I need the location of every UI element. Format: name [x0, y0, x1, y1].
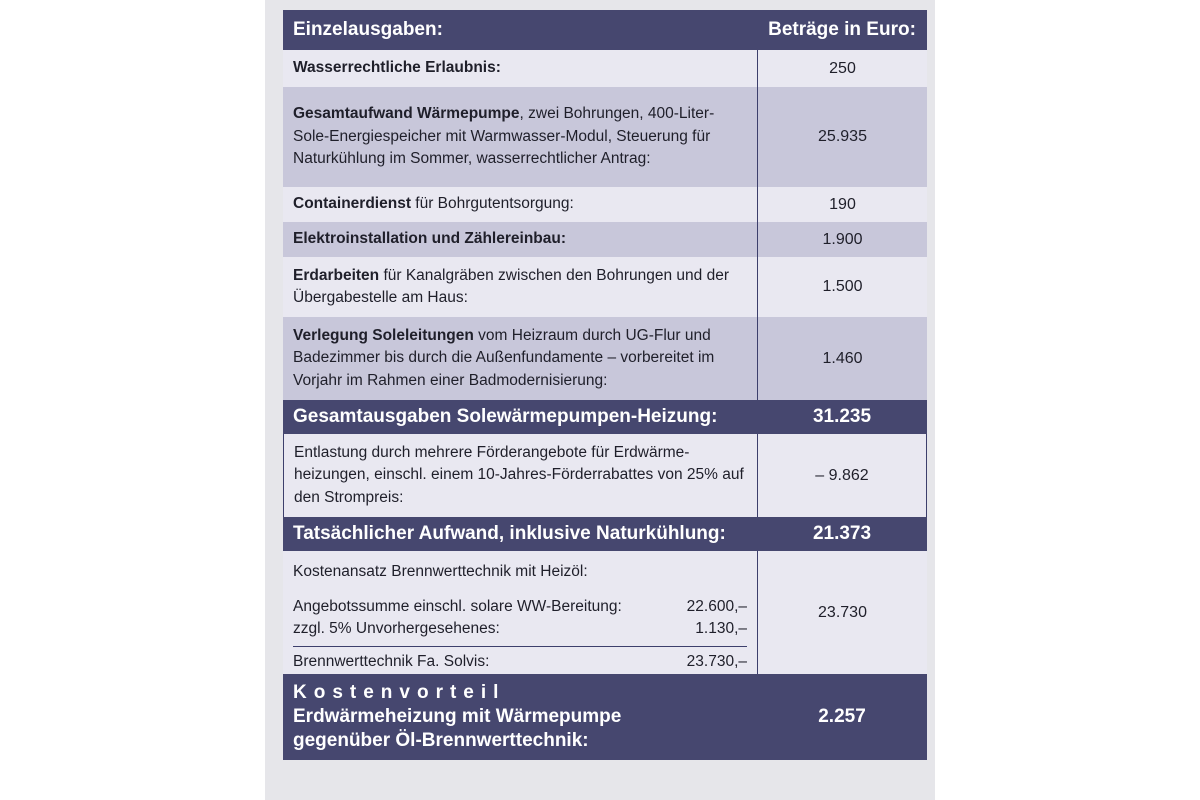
- row-bold-label: Erdarbeiten: [293, 266, 380, 284]
- oil-comparison-amount: 23.730: [757, 551, 927, 674]
- row-description: [283, 317, 757, 400]
- cost-advantage-amount: 2.257: [818, 706, 866, 727]
- table-row: [283, 257, 927, 317]
- cost-advantage-heading: Kostenvorteil: [293, 682, 506, 703]
- actual-cost-amount: 21.373: [812, 523, 872, 544]
- oil-sum-label: Brennwerttechnik Fa. Solvis:: [293, 652, 490, 670]
- cost-table: [283, 10, 927, 760]
- table-row: [283, 222, 927, 257]
- table-header: [283, 10, 927, 50]
- subsidy-description: Entlastung durch mehrere Förderangebote für Erdwärme-heizungen, einschl. einem 10-Jahres-Förderrabattes von 25% auf den Strompreis:: [283, 434, 757, 517]
- cost-advantage-line: Erdwärmeheizung mit Wärmepumpe: [293, 706, 622, 727]
- row-amount: 1.460: [757, 317, 927, 400]
- row-description: [283, 257, 757, 317]
- row-bold-label: Elektroinstallation und Zählereinbau:: [293, 230, 567, 248]
- row-text: für Kanalgräben zwischen den Bohrungen und der Übergabestelle am Haus:: [293, 266, 729, 306]
- oil-comparison-row: [283, 551, 927, 674]
- row-bold-label: Containerdienst: [293, 195, 411, 213]
- oil-comparison-details: [283, 551, 757, 674]
- row-description: [283, 50, 757, 87]
- total-expenses-row: [283, 400, 927, 434]
- table-row: [283, 50, 927, 87]
- subsidy-amount: – 9.862: [757, 434, 927, 517]
- row-text: für Bohrgutentsorgung:: [410, 195, 574, 213]
- actual-cost-row: [283, 517, 927, 551]
- row-amount: 1.500: [757, 257, 927, 317]
- table-row: [283, 87, 927, 187]
- actual-cost-label: Tatsächlicher Aufwand, inklusive Naturkühlung:: [293, 523, 726, 544]
- oil-item: [293, 618, 747, 640]
- oil-item-amount: 1.130,–: [695, 619, 747, 637]
- row-bold-label: Wasserrechtliche Erlaubnis:: [293, 59, 501, 77]
- header-label: Einzelausgaben:: [293, 19, 443, 40]
- oil-item-label: zzgl. 5% Unvorhergesehenes:: [293, 619, 500, 637]
- row-amount: 1.900: [757, 222, 927, 257]
- header-amount-label: Beträge in Euro:: [768, 19, 916, 40]
- row-description: [283, 222, 757, 257]
- total-expenses-label: Gesamtausgaben Solewärmepumpen-Heizung:: [293, 406, 718, 427]
- table-row: [283, 187, 927, 222]
- cost-advantage-label: [283, 674, 757, 760]
- oil-sum-amount: 23.730,–: [686, 652, 747, 670]
- oil-item: [293, 596, 747, 618]
- row-description: [283, 187, 757, 222]
- oil-sum: [293, 646, 747, 673]
- row-description: [283, 87, 757, 187]
- row-bold-label: Verlegung Soleleitungen: [293, 326, 474, 344]
- cost-advantage-row: [283, 674, 927, 760]
- row-bold-label: Gesamtaufwand Wärmepumpe: [293, 105, 520, 123]
- row-text: vom Heizraum durch UG-Flur und Badezimmer bis durch die Außenfundamente – vorbereitet im Vorjahr im Rahmen einer Badmodernisierung:: [293, 326, 715, 389]
- row-text: , zwei Bohrungen, 400-Liter-Sole-Energiespeicher mit Warmwasser-Modul, Steuerung für Naturkühlung im Sommer, wasserrechtlicher Antrag:: [293, 105, 715, 168]
- row-amount: 250: [757, 50, 927, 87]
- subsidy-row: [283, 434, 927, 517]
- row-amount: 190: [757, 187, 927, 222]
- row-amount: 25.935: [757, 87, 927, 187]
- oil-comparison-title: Kostenansatz Brennwerttechnik mit Heizöl:: [293, 563, 588, 580]
- oil-item-label: Angebotssumme einschl. solare WW-Bereitung:: [293, 597, 622, 615]
- table-row: [283, 317, 927, 400]
- total-expenses-amount: 31.235: [812, 406, 872, 427]
- cost-advantage-line: gegenüber Öl-Brennwerttechnik:: [293, 730, 589, 751]
- oil-item-amount: 22.600,–: [686, 597, 747, 615]
